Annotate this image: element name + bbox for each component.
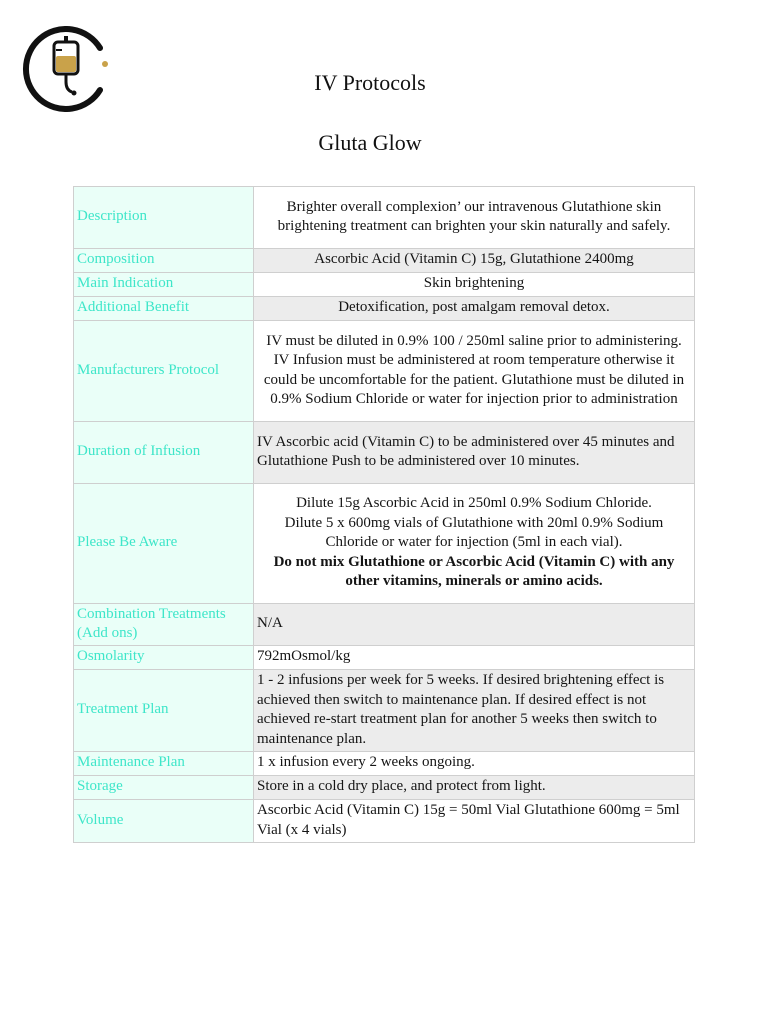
table-row [74, 321, 695, 422]
row-label-storage: Storage [74, 776, 254, 800]
row-value-please-be-aware [254, 484, 695, 604]
row-label-description: Description [74, 187, 254, 249]
row-label-volume: Volume [74, 800, 254, 843]
row-value-description: Brighter overall complexion’ our intravenous Glutathione skin brightening treatment can brighten your skin naturally and safely. [254, 187, 695, 249]
table-row [74, 187, 695, 249]
row-label-treatment-plan: Treatment Plan [74, 670, 254, 752]
table-row [74, 273, 695, 297]
row-label-osmolarity: Osmolarity [74, 646, 254, 670]
table-row [74, 604, 695, 646]
row-label-duration-of-infusion: Duration of Infusion [74, 422, 254, 484]
table-row [74, 249, 695, 273]
table-row [74, 646, 695, 670]
protocol-table [73, 186, 695, 843]
dilution-instruction-ascorbic: Dilute 15g Ascorbic Acid in 250ml 0.9% Sodium Chloride. [296, 495, 652, 512]
row-value-composition: Ascorbic Acid (Vitamin C) 15g, Glutathione 2400mg [254, 249, 695, 273]
row-label-main-indication: Main Indication [74, 273, 254, 297]
row-value-duration-of-infusion: IV Ascorbic acid (Vitamin C) to be administered over 45 minutes and Glutathione Push to be administered over 10 minutes. [254, 422, 695, 484]
row-value-osmolarity: 792mOsmol/kg [254, 646, 695, 670]
table-row [74, 484, 695, 604]
row-value-combination-treatments: N/A [254, 604, 695, 646]
row-value-storage: Store in a cold dry place, and protect from light. [254, 776, 695, 800]
table-row [74, 422, 695, 484]
row-value-volume: Ascorbic Acid (Vitamin C) 15g = 50ml Vial Glutathione 600mg = 5ml Vial (x 4 vials) [254, 800, 695, 843]
dilution-instruction-glutathione: Dilute 5 x 600mg vials of Glutathione with 20ml 0.9% Sodium Chloride or water for injection (5ml in each vial). [284, 514, 664, 551]
row-value-maintenance-plan: 1 x infusion every 2 weeks ongoing. [254, 752, 695, 776]
page-title: IV Protocols [314, 70, 426, 95]
row-label-additional-benefit: Additional Benefit [74, 297, 254, 321]
row-label-please-be-aware: Please Be Aware [74, 484, 254, 604]
row-label-combination-treatments: Combination Treatments (Add ons) [74, 604, 254, 646]
table-row [74, 800, 695, 843]
row-value-main-indication: Skin brightening [254, 273, 695, 297]
table-row [74, 297, 695, 321]
row-label-manufacturers-protocol: Manufacturers Protocol [74, 321, 254, 422]
iv-bag-logo [20, 26, 110, 112]
table-row [74, 752, 695, 776]
page-subtitle: Gluta Glow [318, 130, 422, 155]
row-label-maintenance-plan: Maintenance Plan [74, 752, 254, 776]
row-value-treatment-plan: 1 - 2 infusions per week for 5 weeks. If desired brightening effect is achieved then switch to maintenance plan. If desired effect is not achieved re-start treatment plan for another 5 weeks then switch to maintenance plan. [254, 670, 695, 752]
iv-bag-logo-icon [20, 26, 110, 112]
row-value-additional-benefit: Detoxification, post amalgam removal detox. [254, 297, 695, 321]
table-row [74, 670, 695, 752]
mixing-warning: Do not mix Glutathione or Ascorbic Acid (Vitamin C) with any other vitamins, minerals or amino acids. [273, 553, 675, 590]
row-value-manufacturers-protocol: IV must be diluted in 0.9% 100 / 250ml saline prior to administering. IV Infusion must be administered at room temperature otherwise it could be uncomfortable for the patient. Glutathione must be diluted in 0.9% Sodium Chloride or water for injection prior to administration [254, 321, 695, 422]
row-label-composition: Composition [74, 249, 254, 273]
table-row [74, 776, 695, 800]
